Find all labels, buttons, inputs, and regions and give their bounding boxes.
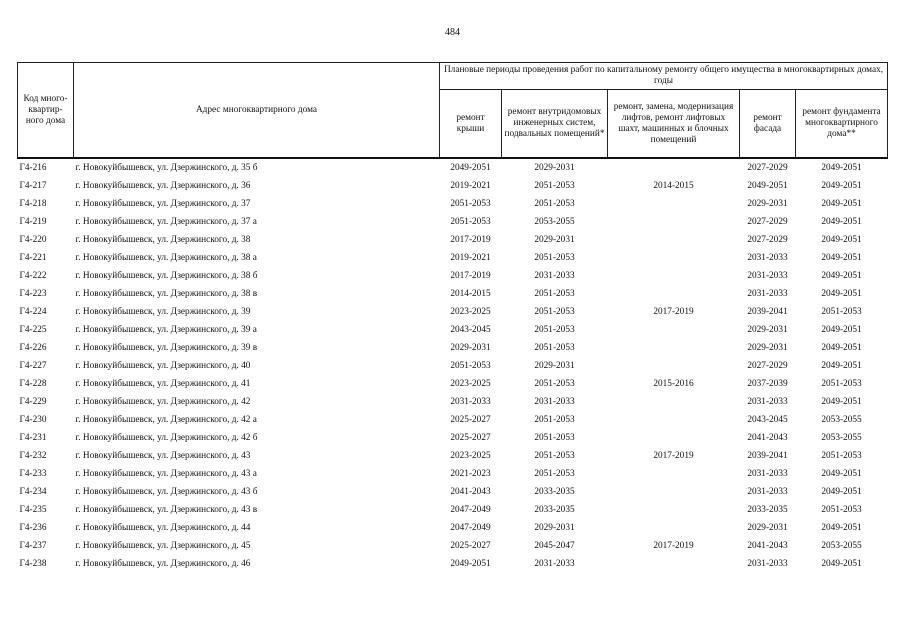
row-code: Г4-231 xyxy=(19,433,47,443)
row-address: г. Новокуйбышевск, ул. Дзержинского, д. 42 б xyxy=(75,433,258,443)
row-roof-period: 2023-2025 xyxy=(450,451,491,461)
row-lifts-period xyxy=(608,555,740,573)
row-lifts-period xyxy=(608,483,740,501)
row-facade-period: 2029-2031 xyxy=(747,343,788,353)
row-foundation-period: 2049-2051 xyxy=(821,181,862,191)
table-row xyxy=(18,555,888,573)
row-engineering-period: 2051-2053 xyxy=(534,325,575,335)
row-roof-period: 2019-2021 xyxy=(450,253,491,263)
row-foundation-period: 2049-2051 xyxy=(821,217,862,227)
row-code: Г4-228 xyxy=(19,379,47,389)
row-lifts-period xyxy=(608,519,740,537)
row-code: Г4-238 xyxy=(19,559,47,569)
row-lifts-period: 2014-2015 xyxy=(653,181,694,191)
row-roof-period: 2017-2019 xyxy=(450,235,491,245)
row-roof-period: 2019-2021 xyxy=(450,181,491,191)
row-address: г. Новокуйбышевск, ул. Дзержинского, д. 35 б xyxy=(75,163,258,173)
row-engineering-period: 2051-2053 xyxy=(534,289,575,299)
table-row xyxy=(18,195,888,213)
row-address: г. Новокуйбышевск, ул. Дзержинского, д. 38 в xyxy=(75,289,258,299)
row-roof-period: 2051-2053 xyxy=(450,217,491,227)
row-code: Г4-226 xyxy=(19,343,47,353)
row-lifts-period xyxy=(608,267,740,285)
row-engineering-period: 2051-2053 xyxy=(534,307,575,317)
table-row xyxy=(18,537,888,555)
table-row xyxy=(18,213,888,231)
row-facade-period: 2031-2033 xyxy=(747,271,788,281)
row-roof-period: 2025-2027 xyxy=(450,415,491,425)
row-engineering-period: 2053-2055 xyxy=(534,217,575,227)
row-lifts-period xyxy=(608,429,740,447)
row-engineering-period: 2045-2047 xyxy=(534,541,575,551)
row-facade-period: 2027-2029 xyxy=(747,217,788,227)
row-foundation-period: 2049-2051 xyxy=(821,361,862,371)
row-code: Г4-230 xyxy=(19,415,47,425)
row-address: г. Новокуйбышевск, ул. Дзержинского, д. 46 xyxy=(75,559,251,569)
table-header xyxy=(18,63,888,159)
row-engineering-period: 2031-2033 xyxy=(534,559,575,569)
row-code: Г4-222 xyxy=(19,271,47,281)
row-engineering-period: 2051-2053 xyxy=(534,451,575,461)
row-facade-period: 2027-2029 xyxy=(747,163,788,173)
row-address: г. Новокуйбышевск, ул. Дзержинского, д. 38 б xyxy=(75,271,258,281)
row-foundation-period: 2049-2051 xyxy=(821,559,862,569)
row-facade-period: 2027-2029 xyxy=(747,361,788,371)
table-row xyxy=(18,483,888,501)
row-code: Г4-219 xyxy=(19,217,47,227)
row-facade-period: 2031-2033 xyxy=(747,289,788,299)
row-address: г. Новокуйбышевск, ул. Дзержинского, д. 42 а xyxy=(75,415,257,425)
row-code: Г4-216 xyxy=(19,163,47,173)
row-facade-period: 2039-2041 xyxy=(747,307,788,317)
row-code: Г4-220 xyxy=(19,235,47,245)
row-lifts-period xyxy=(608,501,740,519)
row-address: г. Новокуйбышевск, ул. Дзержинского, д. 38 а xyxy=(75,253,257,263)
row-foundation-period: 2053-2055 xyxy=(821,433,862,443)
row-foundation-period: 2051-2053 xyxy=(821,505,862,515)
row-facade-period: 2031-2033 xyxy=(747,469,788,479)
table-row xyxy=(18,285,888,303)
row-address: г. Новокуйбышевск, ул. Дзержинского, д. 39 а xyxy=(75,325,257,335)
header-facade: ремонт фасада xyxy=(740,90,796,159)
row-facade-period: 2041-2043 xyxy=(747,541,788,551)
row-engineering-period: 2029-2031 xyxy=(534,523,575,533)
table-row xyxy=(18,249,888,267)
row-address: г. Новокуйбышевск, ул. Дзержинского, д. 43 б xyxy=(75,487,258,497)
row-lifts-period xyxy=(608,465,740,483)
row-facade-period: 2033-2035 xyxy=(747,505,788,515)
row-foundation-period: 2049-2051 xyxy=(821,343,862,353)
capital-repair-table xyxy=(17,62,888,573)
row-foundation-period: 2049-2051 xyxy=(821,487,862,497)
row-lifts-period: 2017-2019 xyxy=(653,451,694,461)
table-row xyxy=(18,357,888,375)
row-facade-period: 2043-2045 xyxy=(747,415,788,425)
row-address: г. Новокуйбышевск, ул. Дзержинского, д. 45 xyxy=(75,541,251,551)
row-address: г. Новокуйбышевск, ул. Дзержинского, д. 41 xyxy=(75,379,251,389)
row-foundation-period: 2049-2051 xyxy=(821,397,862,407)
row-foundation-period: 2049-2051 xyxy=(821,325,862,335)
row-lifts-period xyxy=(608,285,740,303)
row-roof-period: 2029-2031 xyxy=(450,343,491,353)
header-lifts: ремонт, замена, модернизация лифтов, ремонт лифтовых шахт, машинных и блочных помещений xyxy=(608,90,740,159)
table-row xyxy=(18,158,888,177)
row-foundation-period: 2051-2053 xyxy=(821,307,862,317)
row-code: Г4-218 xyxy=(19,199,47,209)
row-roof-period: 2025-2027 xyxy=(450,433,491,443)
row-lifts-period: 2017-2019 xyxy=(653,307,694,317)
table-row xyxy=(18,429,888,447)
table-body xyxy=(18,158,888,573)
row-facade-period: 2029-2031 xyxy=(747,325,788,335)
row-code: Г4-223 xyxy=(19,289,47,299)
header-address: Адрес многоквартирного дома xyxy=(74,63,440,159)
row-code: Г4-224 xyxy=(19,307,47,317)
row-address: г. Новокуйбышевск, ул. Дзержинского, д. 40 xyxy=(75,361,251,371)
table-row xyxy=(18,321,888,339)
row-foundation-period: 2049-2051 xyxy=(821,199,862,209)
row-code: Г4-229 xyxy=(19,397,47,407)
row-facade-period: 2029-2031 xyxy=(747,199,788,209)
table-row xyxy=(18,375,888,393)
row-address: г. Новокуйбышевск, ул. Дзержинского, д. 37 xyxy=(75,199,251,209)
row-facade-period: 2029-2031 xyxy=(747,523,788,533)
row-engineering-period: 2031-2033 xyxy=(534,271,575,281)
table-row xyxy=(18,501,888,519)
row-engineering-period: 2051-2053 xyxy=(534,181,575,191)
row-foundation-period: 2053-2055 xyxy=(821,541,862,551)
row-engineering-period: 2051-2053 xyxy=(534,343,575,353)
row-foundation-period: 2049-2051 xyxy=(821,469,862,479)
row-roof-period: 2021-2023 xyxy=(450,469,491,479)
row-facade-period: 2049-2051 xyxy=(747,181,788,191)
row-roof-period: 2031-2033 xyxy=(450,397,491,407)
row-lifts-period: 2015-2016 xyxy=(653,379,694,389)
row-lifts-period: 2017-2019 xyxy=(653,541,694,551)
row-roof-period: 2051-2053 xyxy=(450,199,491,209)
row-facade-period: 2039-2041 xyxy=(747,451,788,461)
row-engineering-period: 2029-2031 xyxy=(534,163,575,173)
table-row xyxy=(18,411,888,429)
row-code: Г4-227 xyxy=(19,361,47,371)
header-code: Код много-квартир-ного дома xyxy=(18,63,74,159)
header-engineering: ремонт внутридомовых инженерных систем, подвальных помещений* xyxy=(502,90,608,159)
row-code: Г4-232 xyxy=(19,451,47,461)
table-row xyxy=(18,393,888,411)
row-lifts-period xyxy=(608,393,740,411)
row-foundation-period: 2051-2053 xyxy=(821,451,862,461)
row-facade-period: 2031-2033 xyxy=(747,253,788,263)
row-engineering-period: 2051-2053 xyxy=(534,469,575,479)
table-row xyxy=(18,519,888,537)
table-row xyxy=(18,177,888,195)
row-engineering-period: 2033-2035 xyxy=(534,487,575,497)
row-roof-period: 2047-2049 xyxy=(450,523,491,533)
row-lifts-period xyxy=(608,231,740,249)
row-foundation-period: 2049-2051 xyxy=(821,271,862,281)
row-facade-period: 2037-2039 xyxy=(747,379,788,389)
row-lifts-period xyxy=(608,158,740,177)
row-engineering-period: 2051-2053 xyxy=(534,415,575,425)
header-periods-group: Плановые периоды проведения работ по капитальному ремонту общего имущества в многоквартирных домах, годы xyxy=(440,63,888,90)
row-roof-period: 2043-2045 xyxy=(450,325,491,335)
row-roof-period: 2041-2043 xyxy=(450,487,491,497)
table-row xyxy=(18,339,888,357)
row-code: Г4-225 xyxy=(19,325,47,335)
row-lifts-period xyxy=(608,321,740,339)
row-address: г. Новокуйбышевск, ул. Дзержинского, д. 43 а xyxy=(75,469,257,479)
row-lifts-period xyxy=(608,339,740,357)
row-code: Г4-236 xyxy=(19,523,47,533)
row-roof-period: 2023-2025 xyxy=(450,307,491,317)
row-facade-period: 2027-2029 xyxy=(747,235,788,245)
row-lifts-period xyxy=(608,411,740,429)
row-address: г. Новокуйбышевск, ул. Дзержинского, д. 39 в xyxy=(75,343,258,353)
row-foundation-period: 2049-2051 xyxy=(821,235,862,245)
table-row xyxy=(18,267,888,285)
row-foundation-period: 2049-2051 xyxy=(821,523,862,533)
row-foundation-period: 2051-2053 xyxy=(821,379,862,389)
row-roof-period: 2025-2027 xyxy=(450,541,491,551)
table-row xyxy=(18,447,888,465)
row-code: Г4-233 xyxy=(19,469,47,479)
row-code: Г4-217 xyxy=(19,181,47,191)
row-address: г. Новокуйбышевск, ул. Дзержинского, д. 43 в xyxy=(75,505,258,515)
row-code: Г4-234 xyxy=(19,487,47,497)
page-number: 484 xyxy=(445,27,460,38)
row-engineering-period: 2051-2053 xyxy=(534,433,575,443)
row-address: г. Новокуйбышевск, ул. Дзержинского, д. 38 xyxy=(75,235,251,245)
row-code: Г4-221 xyxy=(19,253,47,263)
row-engineering-period: 2029-2031 xyxy=(534,235,575,245)
row-lifts-period xyxy=(608,195,740,213)
row-address: г. Новокуйбышевск, ул. Дзержинского, д. 42 xyxy=(75,397,251,407)
row-address: г. Новокуйбышевск, ул. Дзержинского, д. 39 xyxy=(75,307,251,317)
row-roof-period: 2023-2025 xyxy=(450,379,491,389)
header-roof: ремонт крыши xyxy=(440,90,502,159)
row-lifts-period xyxy=(608,357,740,375)
row-code: Г4-235 xyxy=(19,505,47,515)
row-foundation-period: 2049-2051 xyxy=(821,253,862,263)
row-foundation-period: 2053-2055 xyxy=(821,415,862,425)
row-facade-period: 2031-2033 xyxy=(747,397,788,407)
row-engineering-period: 2033-2035 xyxy=(534,505,575,515)
row-roof-period: 2017-2019 xyxy=(450,271,491,281)
row-engineering-period: 2051-2053 xyxy=(534,199,575,209)
row-lifts-period xyxy=(608,249,740,267)
table-row xyxy=(18,303,888,321)
row-code: Г4-237 xyxy=(19,541,47,551)
row-roof-period: 2014-2015 xyxy=(450,289,491,299)
row-facade-period: 2041-2043 xyxy=(747,433,788,443)
row-lifts-period xyxy=(608,213,740,231)
row-facade-period: 2031-2033 xyxy=(747,559,788,569)
row-address: г. Новокуйбышевск, ул. Дзержинского, д. 36 xyxy=(75,181,251,191)
row-roof-period: 2049-2051 xyxy=(450,163,491,173)
header-foundation: ремонт фундамента многоквартирного дома** xyxy=(796,90,888,159)
row-roof-period: 2049-2051 xyxy=(450,559,491,569)
row-roof-period: 2051-2053 xyxy=(450,361,491,371)
row-engineering-period: 2051-2053 xyxy=(534,379,575,389)
row-foundation-period: 2049-2051 xyxy=(821,289,862,299)
row-address: г. Новокуйбышевск, ул. Дзержинского, д. 37 а xyxy=(75,217,257,227)
table-row xyxy=(18,231,888,249)
row-engineering-period: 2051-2053 xyxy=(534,253,575,263)
row-facade-period: 2031-2033 xyxy=(747,487,788,497)
row-engineering-period: 2029-2031 xyxy=(534,361,575,371)
row-engineering-period: 2031-2033 xyxy=(534,397,575,407)
row-address: г. Новокуйбышевск, ул. Дзержинского, д. 44 xyxy=(75,523,251,533)
table-row xyxy=(18,465,888,483)
row-address: г. Новокуйбышевск, ул. Дзержинского, д. 43 xyxy=(75,451,251,461)
row-foundation-period: 2049-2051 xyxy=(821,163,862,173)
row-roof-period: 2047-2049 xyxy=(450,505,491,515)
